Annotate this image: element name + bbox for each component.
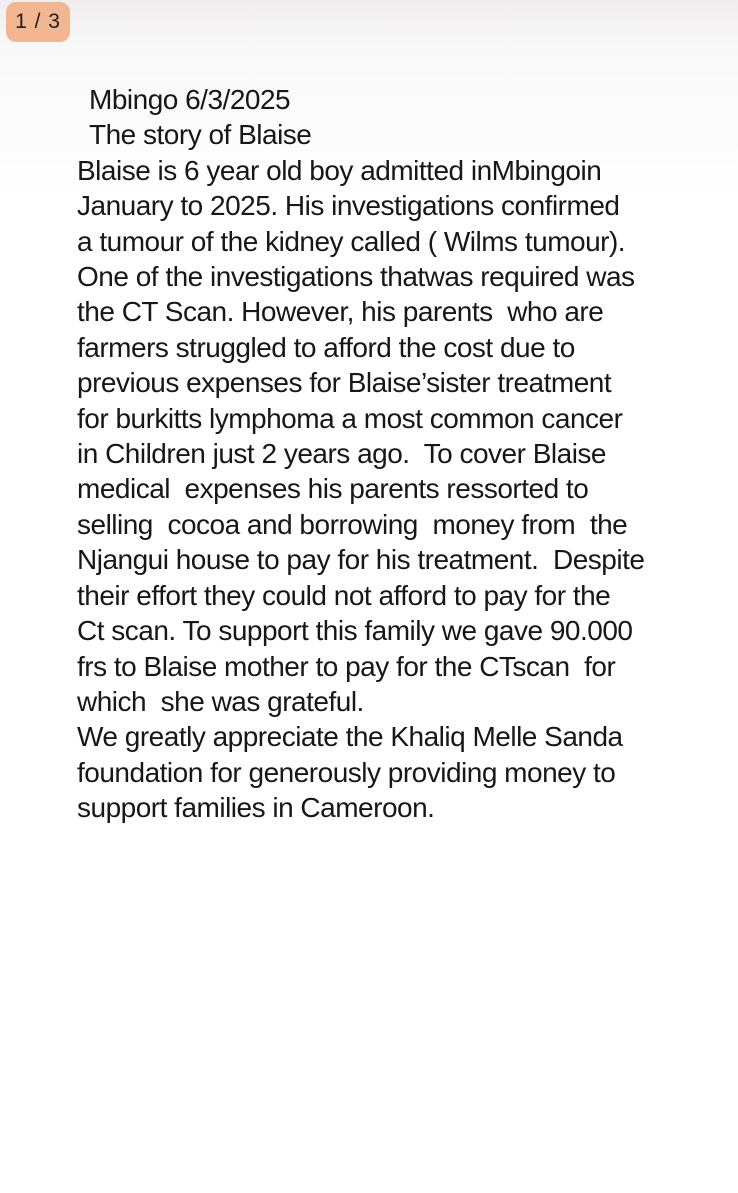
document-line: support families in Cameroon. (77, 792, 435, 824)
document-line: a tumour of the kidney called ( Wilms tumour). (77, 225, 626, 257)
document-line: Njangui house to pay for his treatment. Despite (77, 544, 645, 576)
document-line: which she was grateful. (77, 685, 364, 717)
document-line: One of the investigations thatwas required was (77, 261, 635, 293)
document-line: in Children just 2 years ago. To cover Blaise (77, 438, 606, 470)
document-line: Ct scan. To support this family we gave 90.000 (77, 615, 633, 647)
document-line: previous expenses for Blaise’sister treatment (77, 367, 612, 399)
document-line: foundation for generously providing money to (77, 756, 616, 788)
document-line: frs to Blaise mother to pay for the CTscan for (77, 650, 616, 682)
document-line-title: The story of Blaise (89, 119, 312, 151)
document-line-date: Mbingo 6/3/2025 (89, 84, 291, 115)
document-line: their effort they could not afford to pay for the (77, 579, 611, 611)
document-line: farmers struggled to afford the cost due to (77, 331, 575, 363)
document-line: We greatly appreciate the Khaliq Melle Sanda (77, 721, 623, 753)
document-line: January to 2025. His investigations confirmed (77, 190, 620, 222)
page-indicator-label: 1 / 3 (15, 10, 61, 33)
document-line: for burkitts lymphoma a most common cancer (77, 402, 623, 434)
document-line: Blaise is 6 year old boy admitted inMbingoin (77, 154, 602, 186)
document-line: selling cocoa and borrowing money from the (77, 508, 628, 540)
document-line: the CT Scan. However, his parents who are (77, 296, 604, 328)
document-line: medical expenses his parents ressorted to (77, 473, 589, 505)
